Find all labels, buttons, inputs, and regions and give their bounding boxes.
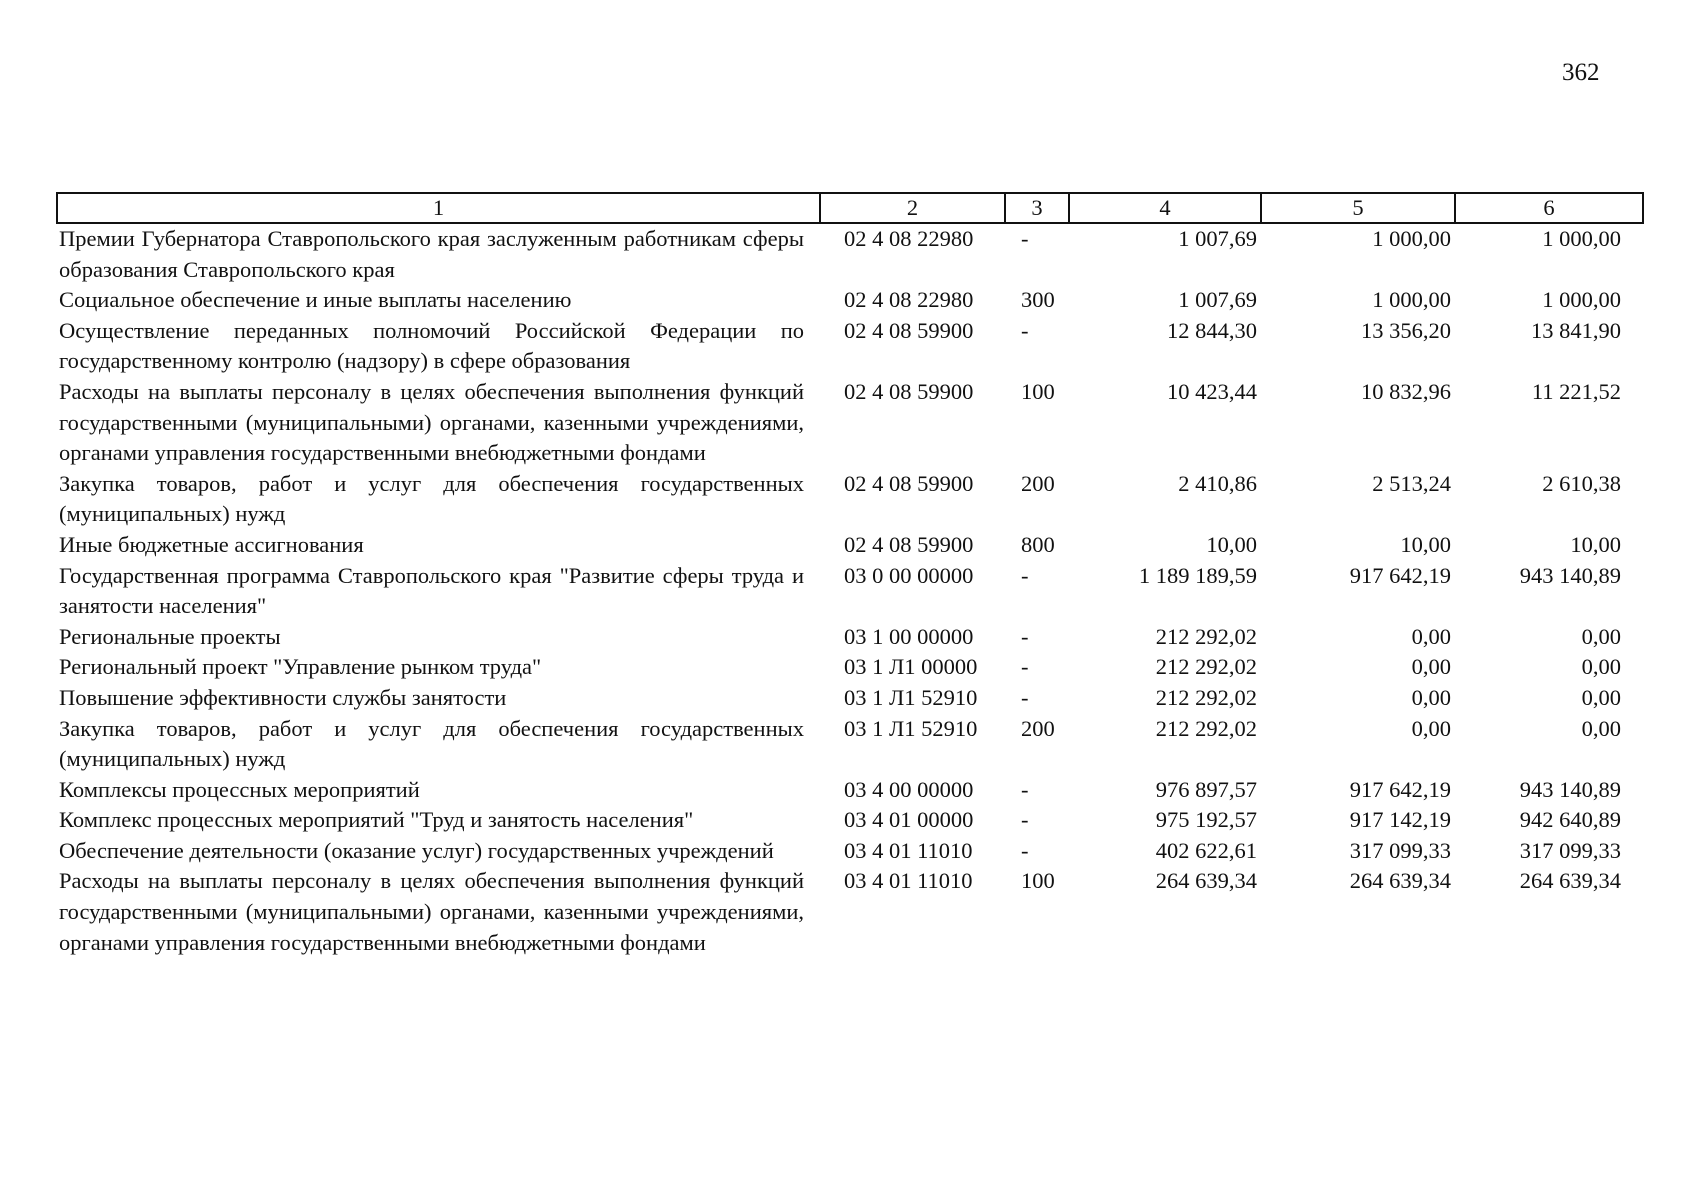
expense-name: Комплекс процессных мероприятий "Труд и занятость населения"	[59, 807, 694, 833]
target-article-code: 03 4 01 11010	[844, 868, 973, 894]
amount-col6: 1 000,00	[1542, 226, 1621, 251]
target-article-code: 03 1 Л1 00000	[844, 654, 978, 680]
target-article-code: 02 4 08 22980	[844, 226, 974, 251]
amount-col6: 10,00	[1570, 531, 1621, 557]
table-row	[57, 316, 1643, 377]
expense-name: Расходы на выплаты персоналу в целях обеспечения выполнения функций государственными (муниципальными) органами, казенными учреждениями, органами управления государственными внебюджетными фондами	[59, 378, 804, 466]
amount-col5: 0,00	[1411, 654, 1451, 680]
table-row	[57, 805, 1643, 836]
expense-name: Комплексы процессных мероприятий	[59, 776, 420, 802]
expense-type-code: -	[1021, 562, 1029, 588]
table-row	[57, 866, 1643, 958]
amount-col4: 212 292,02	[1155, 684, 1257, 710]
amount-col5: 0,00	[1411, 715, 1451, 741]
expense-name: Премии Губернатора Ставропольского края заслуженным работникам сферы образования Ставропольского края	[59, 226, 804, 282]
amount-col4: 212 292,02	[1155, 654, 1257, 680]
table-header-row	[57, 193, 1643, 223]
amount-col5: 1 000,00	[1372, 226, 1451, 251]
expense-name: Обеспечение деятельности (оказание услуг) государственных учреждений	[59, 837, 774, 863]
expense-name: Региональные проекты	[59, 623, 281, 649]
expense-name: Региональный проект "Управление рынком труда"	[59, 654, 542, 680]
expense-type-code: -	[1021, 317, 1029, 343]
amount-col4: 2 410,86	[1178, 470, 1257, 496]
amount-col5: 0,00	[1411, 623, 1451, 649]
table-row	[57, 561, 1643, 622]
table-row	[57, 377, 1643, 469]
amount-col5: 917 642,19	[1349, 776, 1451, 802]
amount-col4: 1 007,69	[1178, 287, 1257, 313]
amount-col6: 943 140,89	[1519, 776, 1621, 802]
amount-col6: 13 841,90	[1531, 317, 1621, 343]
expense-name: Осуществление переданных полномочий Российской Федерации по государственному контролю (надзору) в сфере образования	[59, 317, 804, 374]
expense-name: Закупка товаров, работ и услуг для обеспечения государственных (муниципальных) нужд	[59, 470, 804, 527]
amount-col6: 1 000,00	[1542, 287, 1621, 313]
target-article-code: 03 1 Л1 52910	[844, 715, 978, 741]
target-article-code: 02 4 08 22980	[844, 287, 974, 313]
target-article-code: 02 4 08 59900	[844, 378, 974, 404]
amount-col6: 264 639,34	[1519, 868, 1621, 894]
amount-col5: 917 642,19	[1349, 562, 1451, 588]
table-row	[57, 775, 1643, 806]
expense-type-code: -	[1021, 684, 1029, 710]
amount-col5: 264 639,34	[1349, 868, 1451, 894]
amount-col4: 212 292,02	[1155, 715, 1257, 741]
target-article-code: 03 4 00 00000	[844, 776, 974, 802]
amount-col4: 402 622,61	[1155, 837, 1257, 863]
expense-type-code: -	[1021, 623, 1029, 649]
amount-col4: 1 007,69	[1178, 226, 1257, 251]
expense-name: Закупка товаров, работ и услуг для обеспечения государственных (муниципальных) нужд	[59, 715, 804, 772]
table-row	[57, 530, 1643, 561]
amount-col5: 10 832,96	[1361, 378, 1451, 404]
target-article-code: 02 4 08 59900	[844, 470, 974, 496]
table-row	[57, 223, 1643, 285]
amount-col6: 0,00	[1581, 715, 1621, 741]
table-row	[57, 836, 1643, 867]
table-row	[57, 652, 1643, 683]
expense-type-code: 300	[1021, 287, 1055, 313]
table-row	[57, 622, 1643, 653]
column-header-4: 4	[1069, 193, 1261, 223]
target-article-code: 03 1 00 00000	[844, 623, 974, 649]
target-article-code: 02 4 08 59900	[844, 317, 974, 343]
amount-col4: 10 423,44	[1167, 378, 1257, 404]
amount-col4: 1 189 189,59	[1138, 562, 1257, 588]
amount-col5: 317 099,33	[1349, 837, 1451, 863]
amount-col5: 10,00	[1400, 531, 1451, 557]
expense-type-code: -	[1021, 654, 1029, 680]
column-header-3: 3	[1005, 193, 1069, 223]
column-header-6: 6	[1455, 193, 1643, 223]
expense-name: Расходы на выплаты персоналу в целях обеспечения выполнения функций государственными (муниципальными) органами, казенными учреждениями, органами управления государственными внебюджетными фондами	[59, 868, 804, 955]
column-header-1: 1	[57, 193, 820, 223]
amount-col6: 11 221,52	[1531, 378, 1621, 404]
expense-type-code: -	[1021, 226, 1029, 251]
table-row	[57, 469, 1643, 530]
amount-col6: 0,00	[1581, 623, 1621, 649]
amount-col5: 2 513,24	[1372, 470, 1451, 496]
column-header-5: 5	[1261, 193, 1455, 223]
page-number: 362	[1562, 59, 1600, 86]
expense-type-code: 800	[1021, 531, 1055, 557]
amount-col5: 1 000,00	[1372, 287, 1451, 313]
expense-type-code: -	[1021, 776, 1029, 802]
expense-type-code: 200	[1021, 470, 1055, 496]
table-row	[57, 683, 1643, 714]
amount-col6: 942 640,89	[1519, 807, 1621, 833]
amount-col5: 0,00	[1411, 684, 1451, 710]
amount-col6: 317 099,33	[1519, 837, 1621, 863]
amount-col4: 10,00	[1206, 531, 1257, 557]
budget-table	[56, 192, 1644, 958]
amount-col6: 2 610,38	[1542, 470, 1621, 496]
table-row	[57, 714, 1643, 775]
amount-col6: 0,00	[1581, 654, 1621, 680]
column-header-2: 2	[820, 193, 1005, 223]
table-row	[57, 285, 1643, 316]
expense-type-code: -	[1021, 807, 1029, 833]
amount-col4: 975 192,57	[1155, 807, 1257, 833]
amount-col4: 12 844,30	[1167, 317, 1257, 343]
expense-type-code: 100	[1021, 868, 1055, 894]
amount-col6: 943 140,89	[1519, 562, 1621, 588]
amount-col5: 917 142,19	[1349, 807, 1451, 833]
expense-name: Социальное обеспечение и иные выплаты населению	[59, 287, 572, 313]
expense-name: Иные бюджетные ассигнования	[59, 531, 364, 557]
amount-col4: 212 292,02	[1155, 623, 1257, 649]
target-article-code: 03 1 Л1 52910	[844, 684, 978, 710]
expense-type-code: 200	[1021, 715, 1055, 741]
amount-col5: 13 356,20	[1361, 317, 1451, 343]
expense-name: Государственная программа Ставропольского края "Развитие сферы труда и занятости населения"	[59, 562, 804, 619]
amount-col4: 976 897,57	[1155, 776, 1257, 802]
expense-name: Повышение эффективности службы занятости	[59, 684, 507, 710]
target-article-code: 03 0 00 00000	[844, 562, 974, 588]
amount-col6: 0,00	[1581, 684, 1621, 710]
expense-type-code: 100	[1021, 378, 1055, 404]
target-article-code: 02 4 08 59900	[844, 531, 974, 557]
target-article-code: 03 4 01 11010	[844, 837, 973, 863]
expense-type-code: -	[1021, 837, 1029, 863]
amount-col4: 264 639,34	[1155, 868, 1257, 894]
target-article-code: 03 4 01 00000	[844, 807, 974, 833]
